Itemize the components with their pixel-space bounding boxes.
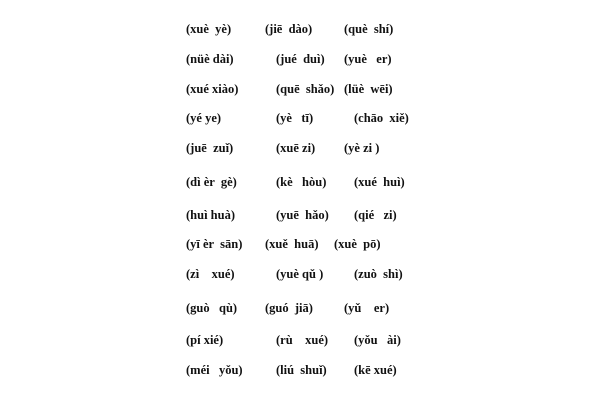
pinyin-entry: (qié zi) xyxy=(354,208,397,222)
pinyin-entry: (yé ye) xyxy=(186,111,222,125)
pinyin-entry: (pí xié) xyxy=(186,333,224,347)
pinyin-entry: (yuè er) xyxy=(344,52,392,66)
pinyin-entry: (jiē dào) xyxy=(265,22,313,36)
pinyin-entry: (yuē hǎo) xyxy=(276,208,329,222)
pinyin-entry: (xuē zi) xyxy=(276,141,316,155)
pinyin-entry: (guó jiā) xyxy=(265,301,313,315)
pinyin-entry: (méi yǒu) xyxy=(186,363,243,377)
pinyin-entry: (kè hòu) xyxy=(276,175,327,189)
pinyin-entry: (yuè qǔ ) xyxy=(276,267,324,281)
pinyin-entry: (chāo xiě) xyxy=(354,111,409,125)
pinyin-entry: (dì èr gè) xyxy=(186,175,237,189)
pinyin-entry: (què shí) xyxy=(344,22,394,36)
pinyin-entry: (zuò shì) xyxy=(354,267,403,281)
pinyin-entry: (jué duì) xyxy=(276,52,325,66)
pinyin-entry: (zì xué) xyxy=(186,267,235,281)
pinyin-entry: (quē shǎo) xyxy=(276,82,335,96)
pinyin-entry: (xuè yè) xyxy=(186,22,232,36)
pinyin-entry: (yè tī) xyxy=(276,111,314,125)
pinyin-entry: (huì huà) xyxy=(186,208,235,222)
pinyin-entry: (xuè pō) xyxy=(334,237,381,251)
pinyin-entry: (kē xué) xyxy=(354,363,397,377)
pinyin-entry: (guò qù) xyxy=(186,301,238,315)
pinyin-entry: (yǔ er) xyxy=(344,301,390,315)
pinyin-entry: (xuě huā) xyxy=(265,237,319,251)
pinyin-entry: (nüè dài) xyxy=(186,52,234,66)
pinyin-entry: (lüè wēi) xyxy=(344,82,393,96)
pinyin-entry: (yǒu ài) xyxy=(354,333,401,347)
pinyin-entry: (xué huì) xyxy=(354,175,405,189)
pinyin-entry: (juē zuǐ) xyxy=(186,141,234,155)
pinyin-entry: (xué xiào) xyxy=(186,82,239,96)
pinyin-entry: (liú shuǐ) xyxy=(276,363,327,377)
pinyin-entry: (yī èr sān) xyxy=(186,237,243,251)
pinyin-entry: (yè zi ) xyxy=(344,141,380,155)
pinyin-entry: (rù xué) xyxy=(276,333,329,347)
